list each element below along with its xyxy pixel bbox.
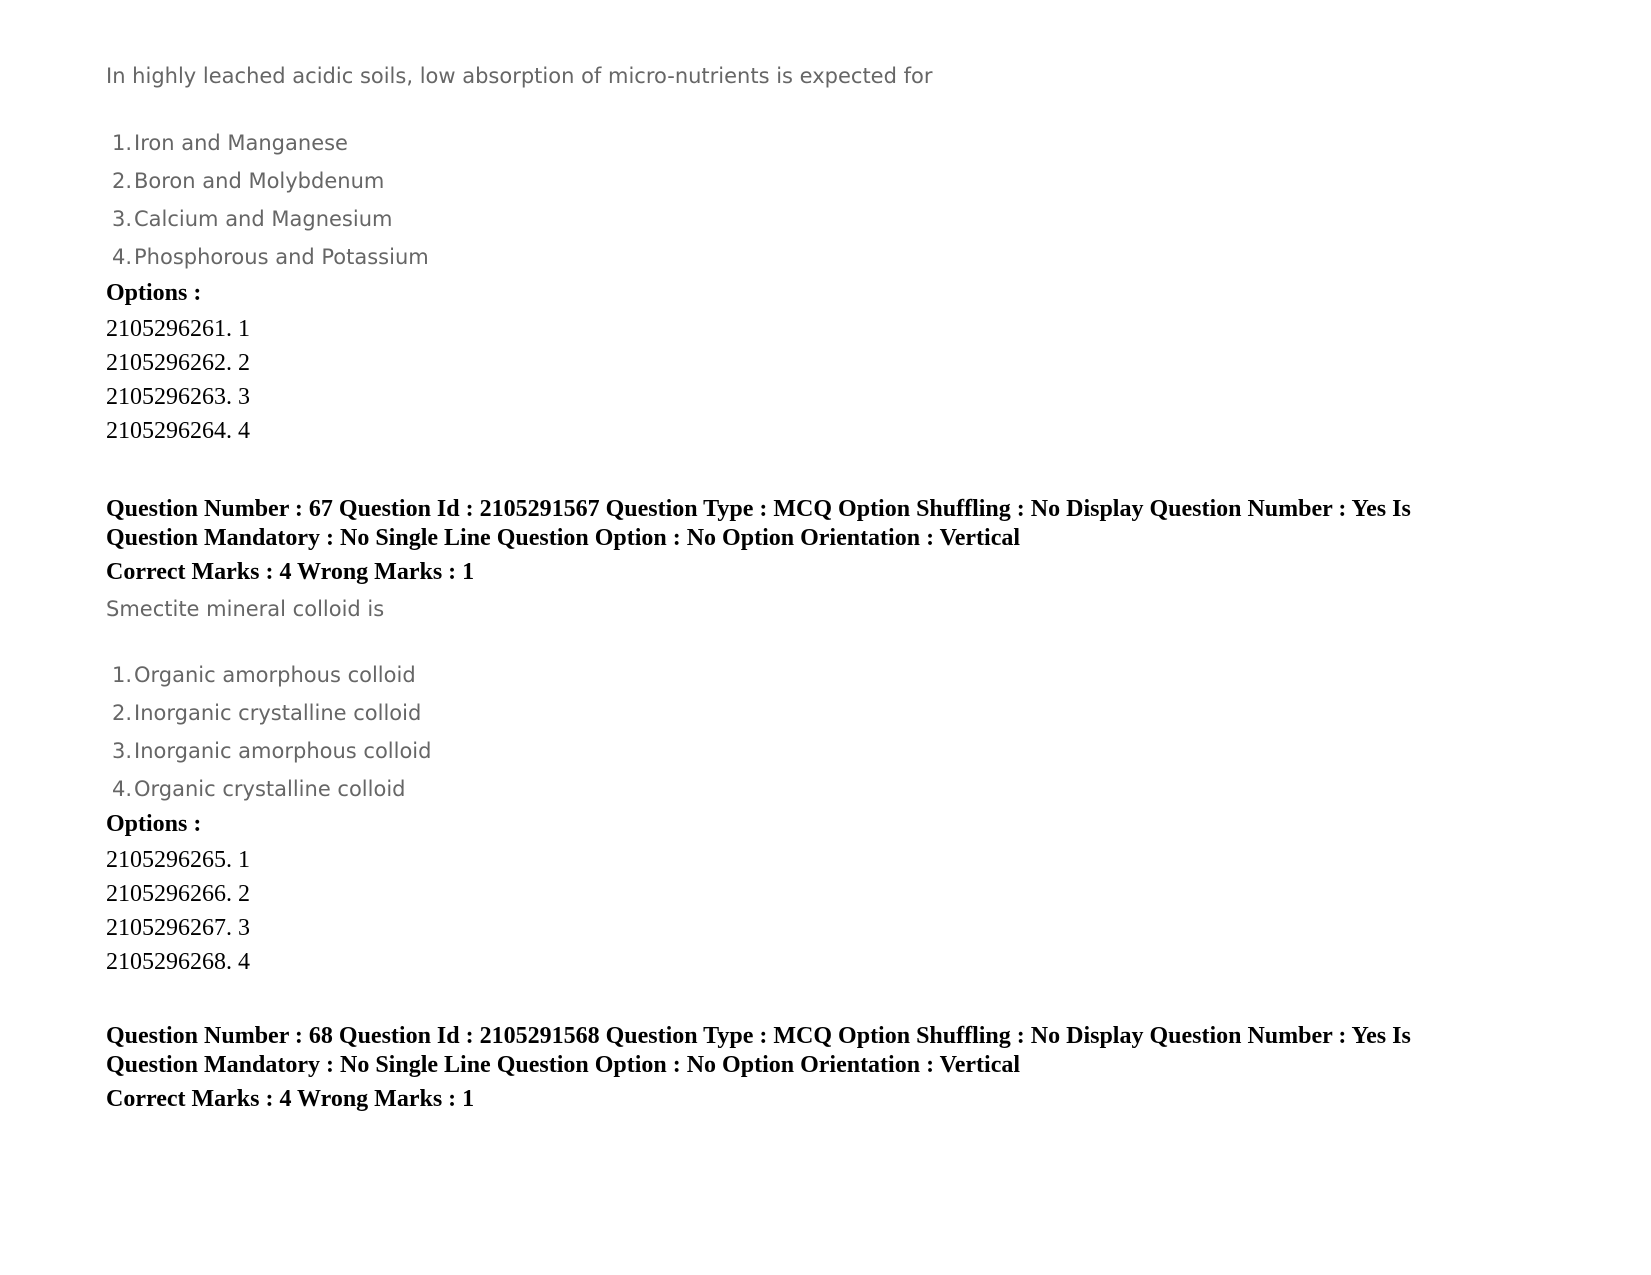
option-row: 2105296265. 1 bbox=[106, 847, 250, 873]
list-item: 3.Calcium and Magnesium bbox=[112, 207, 393, 231]
option-row: 2105296264. 4 bbox=[106, 418, 250, 444]
list-item: 2.Boron and Molybdenum bbox=[112, 169, 385, 193]
list-item: 4.Organic crystalline colloid bbox=[112, 777, 406, 801]
question-meta-line: Question Mandatory : No Single Line Question Option : No Option Orientation : Vertical bbox=[106, 1052, 1021, 1078]
question-meta-line: Question Mandatory : No Single Line Question Option : No Option Orientation : Vertical bbox=[106, 525, 1021, 551]
option-row: 2105296267. 3 bbox=[106, 915, 250, 941]
question-67-meta bbox=[106, 495, 1411, 553]
question-67-choice-list bbox=[112, 656, 431, 808]
list-item: 1.Iron and Manganese bbox=[112, 131, 348, 155]
list-item: 3.Inorganic amorphous colloid bbox=[112, 739, 432, 763]
list-item: 4.Phosphorous and Potassium bbox=[112, 245, 429, 269]
list-item: 1.Organic amorphous colloid bbox=[112, 663, 416, 687]
question-66-choice-list bbox=[112, 124, 429, 276]
question-meta-line: Question Number : 67 Question Id : 2105291567 Question Type : MCQ Option Shuffling : No Display Question Number : Yes Is bbox=[106, 496, 1411, 522]
options-heading: Options : bbox=[106, 811, 202, 837]
option-row: 2105296266. 2 bbox=[106, 881, 250, 907]
option-row: 2105296263. 3 bbox=[106, 384, 250, 410]
question-meta-line: Question Number : 68 Question Id : 2105291568 Question Type : MCQ Option Shuffling : No Display Question Number : Yes Is bbox=[106, 1023, 1411, 1049]
question-67-stem: Smectite mineral colloid is bbox=[106, 597, 385, 621]
option-row: 2105296261. 1 bbox=[106, 316, 250, 342]
question-67-marks: Correct Marks : 4 Wrong Marks : 1 bbox=[106, 559, 475, 585]
question-68-meta bbox=[106, 1022, 1411, 1080]
question-67-options bbox=[106, 843, 250, 979]
question-66-options bbox=[106, 312, 250, 448]
question-68-marks: Correct Marks : 4 Wrong Marks : 1 bbox=[106, 1086, 475, 1112]
options-heading: Options : bbox=[106, 280, 202, 306]
question-66-stem: In highly leached acidic soils, low absorption of micro-nutrients is expected for bbox=[106, 64, 933, 88]
option-row: 2105296268. 4 bbox=[106, 949, 250, 975]
option-row: 2105296262. 2 bbox=[106, 350, 250, 376]
list-item: 2.Inorganic crystalline colloid bbox=[112, 701, 422, 725]
